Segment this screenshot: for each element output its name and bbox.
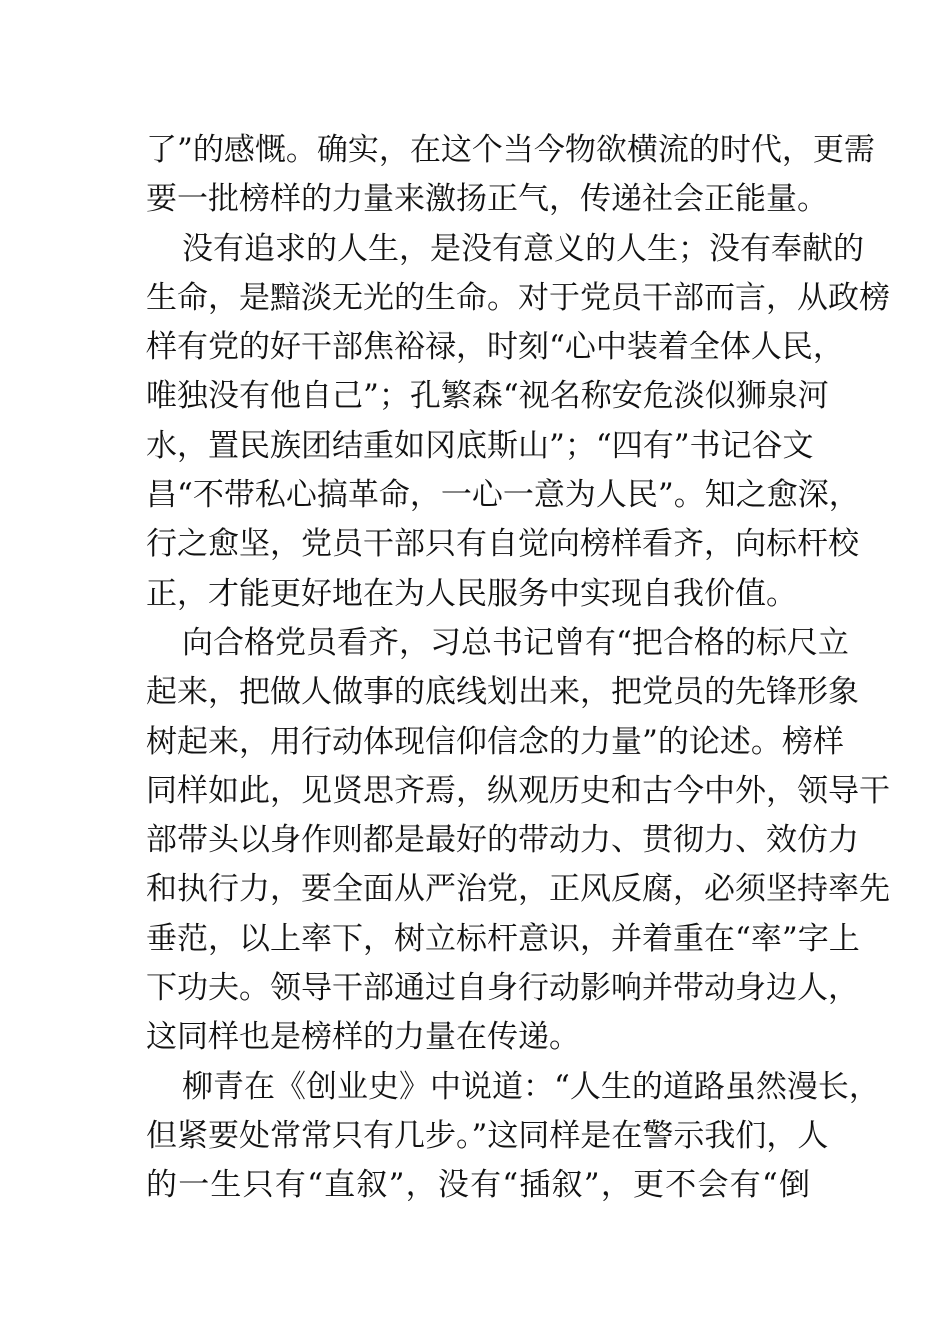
text-line: 正，才能更好地在为人民服务中实现自我价值。 [146,575,797,612]
text-line: 同样如此，见贤思齐焉，纵观历史和古今中外，领导干 [146,772,890,809]
text-line: 下功夫。领导干部通过自身行动影响并带动身边人， [146,970,859,1007]
body-text [146,126,890,1211]
text-line: 起来，把做人做事的底线划出来，把党员的先锋形象 [146,674,859,711]
text-line: 这同样也是榜样的力量在传递。 [146,1019,580,1056]
text-line: 唯独没有他自己”；孔繁森“视名称安危淡似狮泉河 [146,378,829,415]
text-line: 生命，是黯淡无光的生命。对于党员干部而言，从政榜 [146,279,890,316]
text-line: 柳青在《创业史》中说道：“人生的道路虽然漫长， [182,1068,880,1105]
text-line: 和执行力，要全面从严治党，正风反腐，必须坚持率先 [146,871,890,908]
text-line: 的一生只有“直叙”，没有“插叙”，更不会有“倒 [146,1167,810,1204]
text-line: 行之愈坚，党员干部只有自觉向榜样看齐，向标杆校 [146,526,859,563]
text-line: 要一批榜样的力量来激扬正气，传递社会正能量。 [146,181,828,218]
text-line: 水，置民族团结重如冈底斯山”；“四有”书记谷文 [146,427,814,464]
text-line: 昌“不带私心搞革命，一心一意为人民”。知之愈深， [146,477,860,514]
text-line: 垂范，以上率下，树立标杆意识，并着重在“率”字上 [146,920,860,957]
text-line: 没有追求的人生，是没有意义的人生；没有奉献的 [182,230,864,267]
text-line: 向合格党员看齐，习总书记曾有“把合格的标尺立 [182,624,849,661]
text-line: 但紧要处常常只有几步。”这同样是在警示我们，人 [146,1117,829,1154]
text-line: 部带头以身作则都是最好的带动力、贯彻力、效仿力 [146,822,859,859]
text-line: 样有党的好干部焦裕禄，时刻“心中装着全体人民， [146,329,844,366]
text-line: 了”的感慨。确实，在这个当今物欲横流的时代，更需 [146,132,875,168]
text-line: 树起来，用行动体现信仰信念的力量”的论述。榜样 [146,723,844,760]
